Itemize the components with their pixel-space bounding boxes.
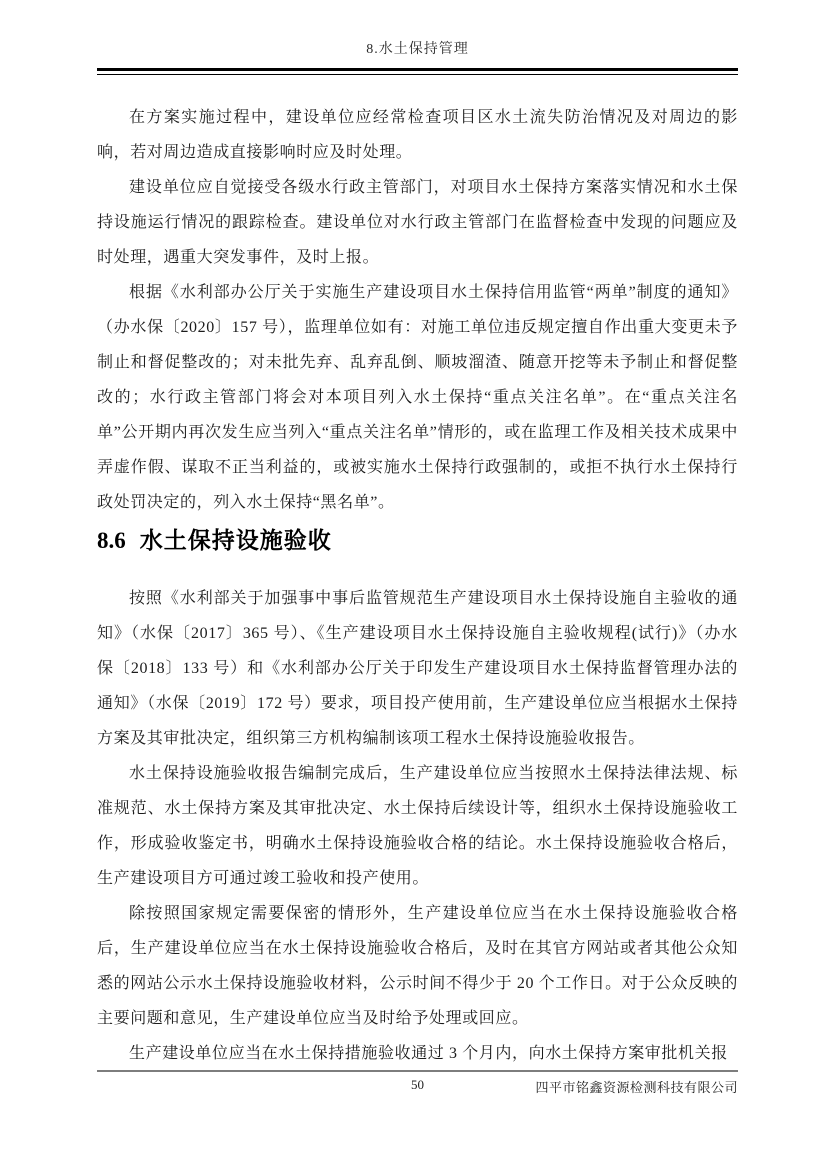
paragraph-credit-supervision-notice: 根据《水利部办公厅关于实施生产建设项目水土保持信用监管“两单”制度的通知》（办水保〔2020〕157 号），监理单位如有：对施工单位违反规定擅自作出重大变更未予制止和督促整改的；对未批先弃、乱弃乱倒、顺坡溜渣、随意开挖等未予制止和督促整改的；水行政主管部门将会对本项目列入水土保持“重点关注名单”。在“重点关注名单”公开期内再次发生应当列入“重点关注名单”情形的，或在监理工作及相关技术成果中弄虚作假、谋取不正当利益的，或被实施水土保持行政强制的，或拒不执行水土保持行政处罚决定的，列入水土保持“黑名单”。 (97, 284, 738, 511)
paragraph-supervision-acceptance: 建设单位应自觉接受各级水行政主管部门，对项目水土保持方案落实情况和水土保持设施运行情况的跟踪检查。建设单位对水行政主管部门在监督检查中发现的问题应及时处理，遇重大突发事件，及时上报。 (97, 179, 738, 266)
page-number: 50 (411, 1077, 424, 1092)
paragraph-scheme-implementation: 在方案实施过程中，建设单位应经常检查项目区水土流失防治情况及对周边的影响，若对周边造成直接影响时应及时处理。 (97, 109, 738, 161)
section-heading (97, 523, 738, 559)
paragraph-report-to-authority: 生产建设单位应当在水土保持措施验收通过 3 个月内，向水土保持方案审批机关报 (129, 1045, 728, 1062)
paragraph-acceptance-requirements: 按照《水利部关于加强事中事后监管规范生产建设项目水土保持设施自主验收的通知》（水保〔2017〕365 号）、《生产建设项目水土保持设施自主验收规程(试行)》（办水保〔2018〕133 号）和《水利部办公厅关于印发生产建设项目水土保持监督管理办法的通知》（水保〔2019〕172 号）要求，项目投产使用前，生产建设单位应当根据水土保持方案及其审批决定，组织第三方机构编制该项工程水土保持设施验收报告。 (97, 590, 738, 747)
page-footer (97, 1070, 738, 1097)
paragraph-public-disclosure: 除按照国家规定需要保密的情形外，生产建设单位应当在水土保持设施验收合格后，生产建设单位应当在水土保持设施验收合格后，及时在其官方网站或者其他公众知悉的网站公示水土保持设施验收材料，公示时间不得少于 20 个工作日。对于公众反映的主要问题和意见，生产建设单位应当及时给予处理或回应。 (97, 905, 738, 1027)
document-body (97, 0, 738, 1071)
footer-rule (97, 1070, 738, 1072)
paragraph-acceptance-report-process: 水土保持设施验收报告编制完成后，生产建设单位应当按照水土保持法律法规、标准规范、水土保持方案及其审批决定、水土保持后续设计等，组织水土保持设施验收工作，形成验收鉴定书，明确水土保持设施验收合格的结论。水土保持设施验收合格后，生产建设项目方可通过竣工验收和投产使用。 (97, 765, 738, 887)
company-name: 四平市铭鑫资源检测科技有限公司 (535, 1080, 738, 1095)
section-number: 8.6 (97, 528, 126, 553)
section-title: 水土保持设施验收 (139, 528, 332, 553)
footer-row (97, 1077, 738, 1097)
running-header-title: 8.水土保持管理 (366, 42, 469, 57)
